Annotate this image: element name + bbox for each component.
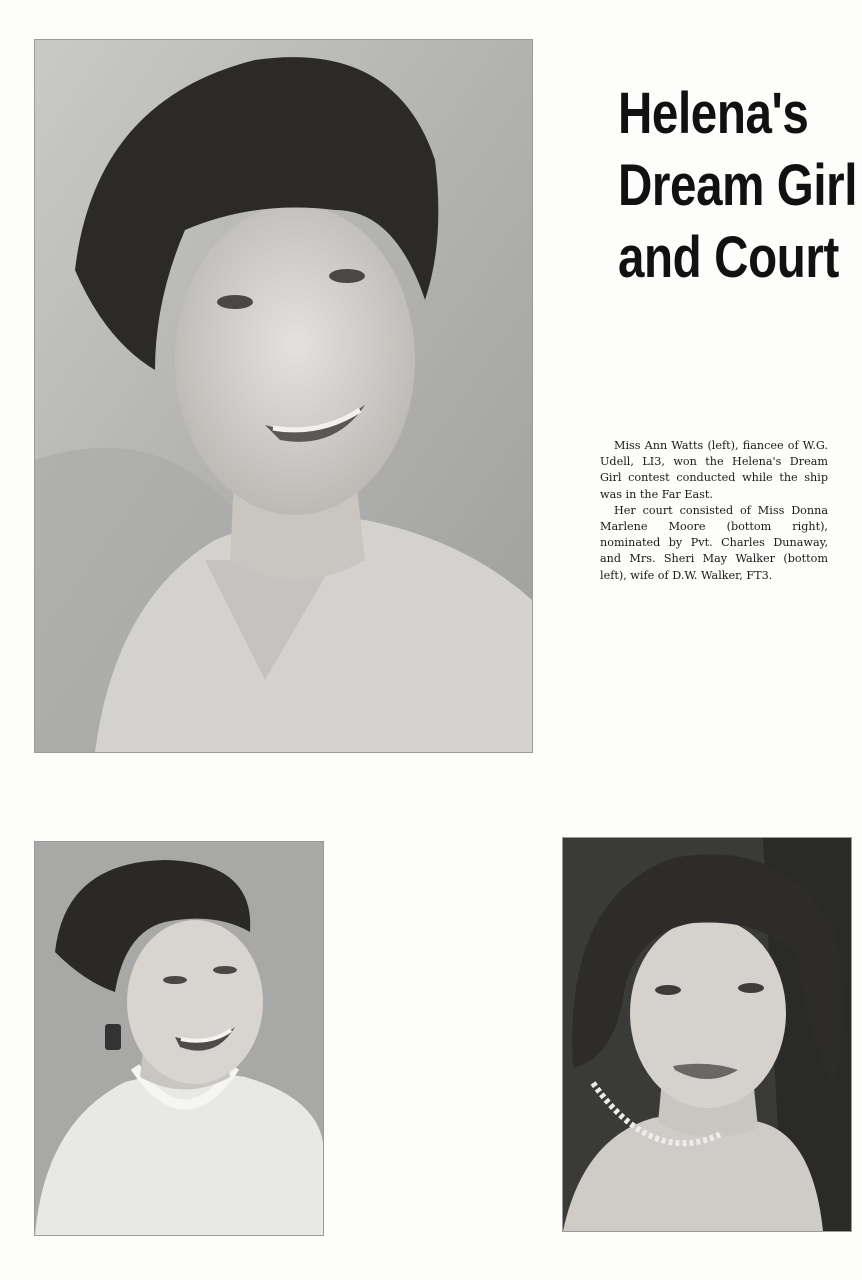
caption-paragraph-1: Miss Ann Watts (left), fiancee of W.G. Udell, LI3, won the Helena's Dream Girl contest conducted while the ship was in the Far East. bbox=[600, 439, 828, 501]
portrait-ann-watts-image bbox=[35, 40, 532, 752]
caption-paragraph-2: Her court consisted of Miss Donna Marlene Moore (bottom right), nominated by Pvt. Charles Dunaway, and Mrs. Sheri May Walker (bottom left), wife of D.W. Walker, FT3. bbox=[600, 503, 828, 582]
title-line-2: Dream Girl bbox=[618, 153, 858, 218]
caption bbox=[600, 438, 828, 584]
portrait-sheri-may-walker-image bbox=[35, 842, 323, 1235]
title-line-3: and Court bbox=[618, 225, 839, 290]
portrait-donna-marlene-moore bbox=[563, 838, 851, 1231]
portrait-donna-marlene-moore-image bbox=[563, 838, 851, 1231]
portrait-sheri-may-walker bbox=[35, 842, 323, 1235]
page-title bbox=[618, 78, 858, 294]
title-line-1: Helena's bbox=[618, 81, 809, 146]
portrait-ann-watts bbox=[35, 40, 532, 752]
